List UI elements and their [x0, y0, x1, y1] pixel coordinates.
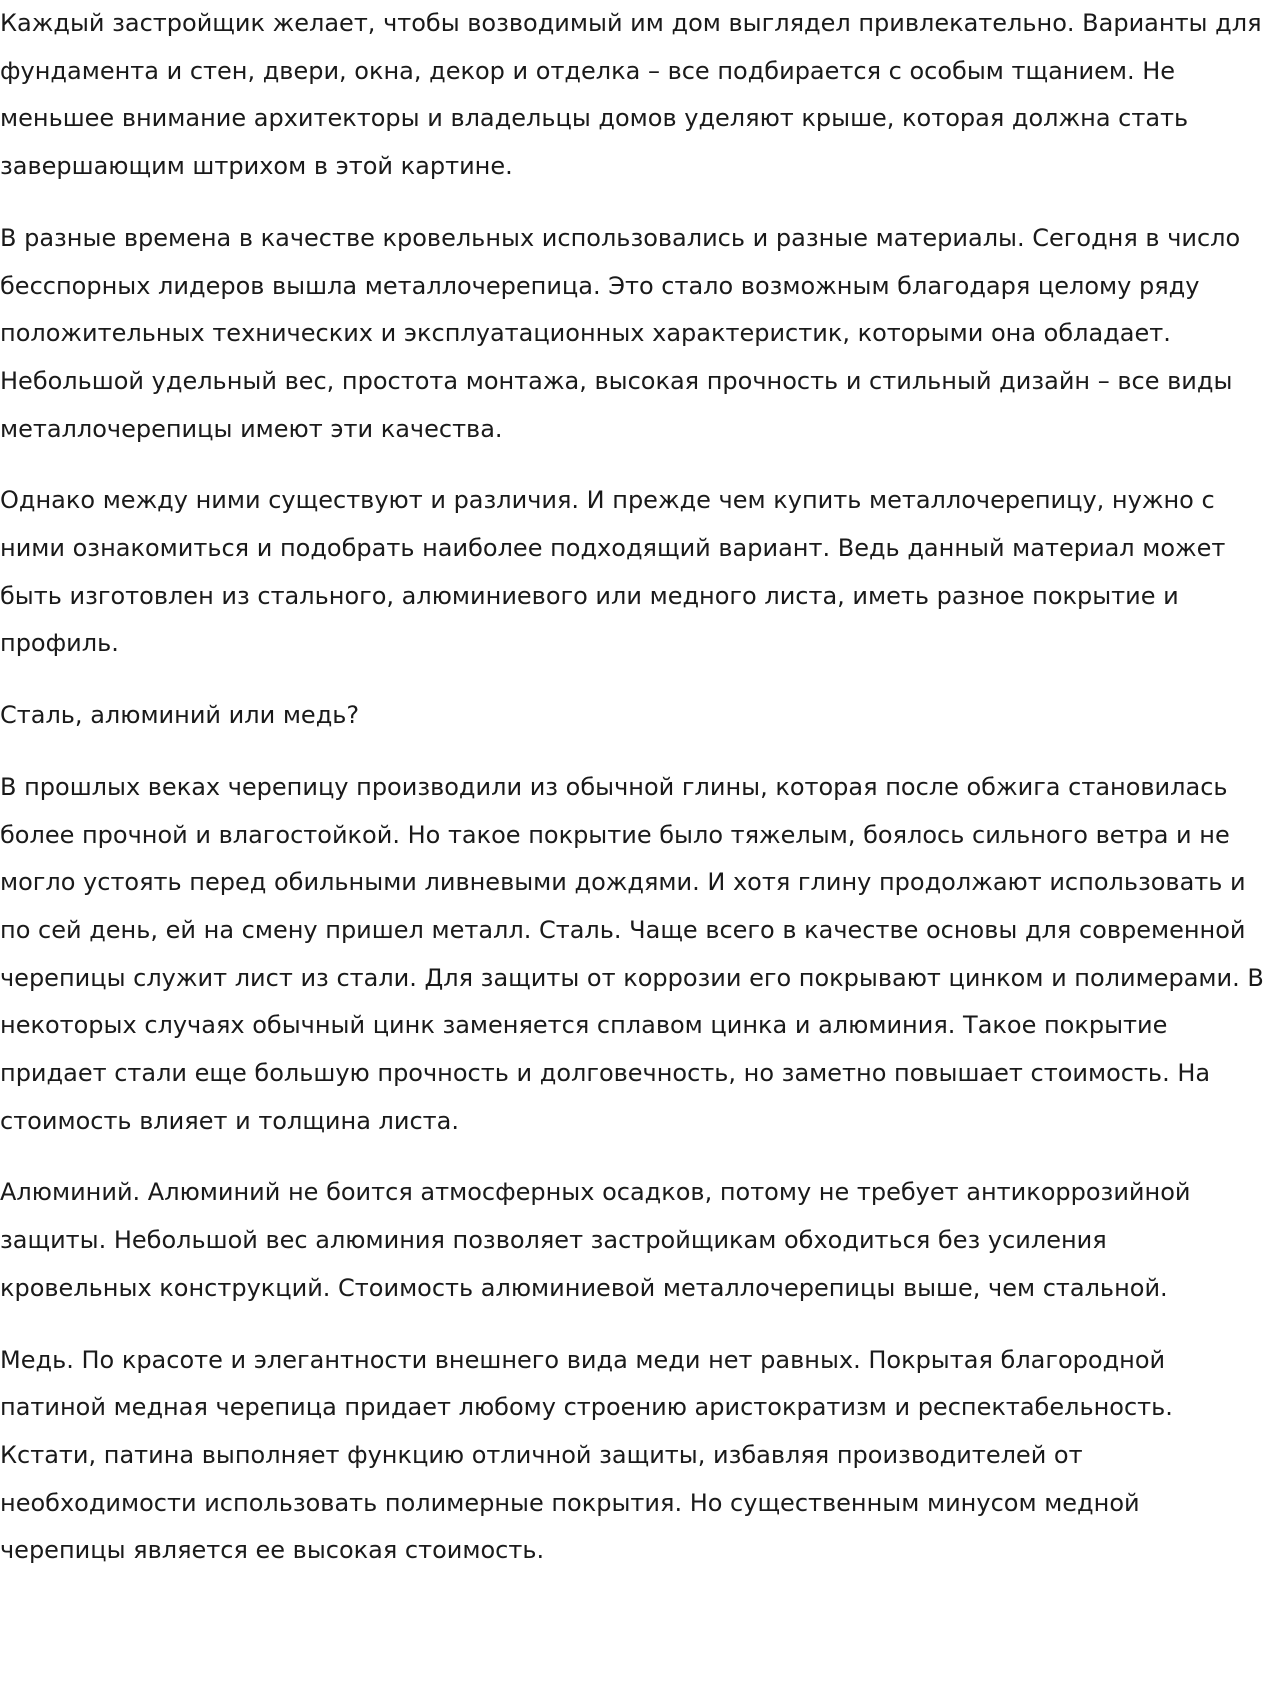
paragraph-differences: Однако между ними существуют и различия. И прежде чем купить металлочерепицу, нужно с ними ознакомиться и подобрать наиболее подходящий вариант. Ведь данный материал может быть изготовлен из стального, алюминиевого или медного листа, иметь разное покрытие и профиль. [0, 486, 1226, 658]
paragraph-materials: В разные времена в качестве кровельных использовались и разные материалы. Сегодня в число бесспорных лидеров вышла металлочерепица. Это стало возможным благодаря целому ряду положительных технических и эксплуатационных характеристик, которыми она обладает. Небольшой удельный вес, простота монтажа, высокая прочность и стильный дизайн – все виды металлочерепицы имеют эти качества. [0, 223, 1241, 443]
section-heading: Сталь, алюминий или медь? [0, 701, 360, 730]
paragraph-aluminum: Алюминий. Алюминий не боится атмосферных осадков, потому не требует антикоррозийной защиты. Небольшой вес алюминия позволяет застройщикам обходиться без усиления кровельных конструкций. Стоимость алюминиевой металлочерепицы выше, чем стальной. [0, 1178, 1191, 1302]
paragraph-steel: В прошлых веках черепицу производили из обычной глины, которая после обжига становилась более прочной и влагостойкой. Но такое покрытие было тяжелым, боялось сильного ветра и не могло устоять перед обильными ливневыми дождями. И хотя глину продолжают использовать и по сей день, ей на смену пришел металл. Сталь. Чаще всего в качестве основы для современной черепицы служит лист из стали. Для защиты от коррозии его покрывают цинком и полимерами. В некоторых случаях обычный цинк заменяется сплавом цинка и алюминия. Такое покрытие придает стали еще большую прочность и долговечность, но заметно повышает стоимость. На стоимость влияет и толщина листа. [0, 772, 1264, 1135]
paragraph-copper: Медь. По красоте и элегантности внешнего вида меди нет равных. Покрытая благородной патиной медная черепица придает любому строению аристократизм и респектабельность. Кстати, патина выполняет функцию отличной защиты, избавляя производителей от необходимости использовать полимерные покрытия. Но существенным минусом медной черепицы является ее высокая стоимость. [0, 1345, 1173, 1565]
paragraph-intro: Каждый застройщик желает, чтобы возводимый им дом выглядел привлекательно. Варианты для фундамента и стен, двери, окна, декор и отделка – все подбирается с особым тщанием. Не меньшее внимание архитекторы и владельцы домов уделяют крыше, которая должна стать завершающим штрихом в этой картине. [0, 9, 1262, 181]
